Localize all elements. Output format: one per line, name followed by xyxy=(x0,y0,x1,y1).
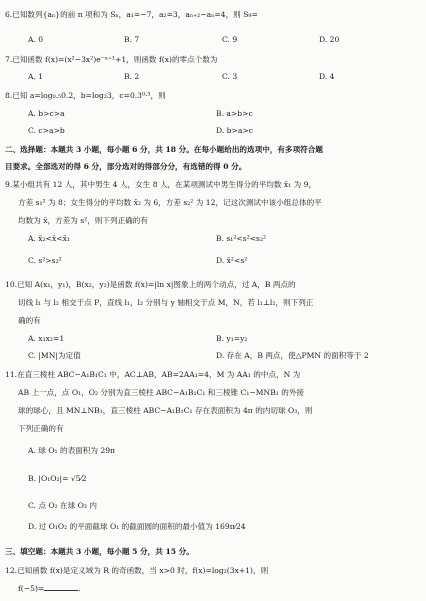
q12-stem-text: f(−5)= xyxy=(18,584,45,593)
q12-stem-line1: 12.已知函数 f(x)是定义域为 R 的奇函数，当 x>0 时，f(x)=log₂(3x+1)，则 xyxy=(5,566,269,575)
q8-option-c: C. c>a>b xyxy=(28,126,65,135)
q6-option-a: A. 0 xyxy=(28,35,44,44)
q11-stem-line4: 下列正确的有 xyxy=(18,424,64,433)
q9-option-d: D. x̄²<s² xyxy=(216,256,248,265)
q12-period: . xyxy=(78,584,81,593)
q7-option-c: C. 3 xyxy=(222,72,238,81)
q10-option-c: C. |MN|为定值 xyxy=(28,351,81,360)
q10-option-b: B. y₁=y₂ xyxy=(216,334,248,343)
q11-stem-line1: 11.在直三棱柱 ABC−A₁B₁C₁ 中，AC⊥AB，AB=2AA₁=4，M 为 AA₁ 的中点，N 为 xyxy=(5,370,301,379)
section2-heading-line1: 二、选择题：本题共 3 小题，每小题 6 分，共 18 分。在每小题给出的选项中，有多项符合题 xyxy=(5,145,323,154)
q9-option-c: C. s²>s₂² xyxy=(28,256,62,265)
q9-stem-line3: 均数为 x̄，方差为 s²，则下列正确的有 xyxy=(18,216,148,225)
section3-heading: 三、填空题：本题共 3 小题，每小题 5 分，共 15 分。 xyxy=(5,547,194,556)
q11-option-d: D. 过 O₁O₂ 的平面截球 O₁ 的截面圆的面积的最小值为 169π⁄24 xyxy=(28,522,246,531)
q6-option-b: B. 7 xyxy=(124,35,140,44)
q9-stem-line1: 9.某小组共有 12 人，其中男生 4 人，女生 8 人，在某项测试中男生得分的平均数 x̄₁ 为 9， xyxy=(5,180,317,189)
section2-heading-line2: 目要求。全部选对的得 6 分，部分选对的得部分分，有选错的得 0 分。 xyxy=(5,162,247,171)
q7-option-b: B. 2 xyxy=(124,72,140,81)
q12-stem-line2 xyxy=(0,583,426,594)
q10-stem-line1: 10.已知 A(x₁，y₁)，B(x₂，y₂)是函数 f(x)=|ln x|图象上的两个动点，过 A，B 两点的 xyxy=(5,280,296,289)
q7-stem: 7.已知函数 f(x)=(x²−3x²)e⁻ˣ⁺¹+1，则函数 f(x)的零点个数为 xyxy=(5,55,218,64)
q6-option-d: D. 20 xyxy=(319,35,340,44)
q8-option-b: B. a>b>c xyxy=(216,109,253,118)
q11-option-a: A. 球 O₁ 的表面积为 29π xyxy=(28,446,116,455)
q9-option-a: A. x̄₂<x̄<x̄₁ xyxy=(28,234,70,243)
q10-option-a: A. x₁x₂=1 xyxy=(28,334,65,343)
q8-option-d: D. b>a>c xyxy=(216,126,254,135)
q11-option-c: C. 点 O₂ 在球 O₃ 内 xyxy=(28,501,97,510)
q6-stem: 6.已知数列{aₙ}的前 n 项和为 Sₙ，a₁=−7，a₂=3，aₙ₊₂−aₙ=4，则 S₉= xyxy=(5,10,258,19)
q9-stem-line2: 方差 s₁² 为 8；女生得分的平均数 x̄₂ 为 6，方差 s₂² 为 12，记这次测试中该小组总体的平 xyxy=(18,198,322,207)
q10-stem-line3: 确的有 xyxy=(18,316,41,325)
answer-blank xyxy=(44,583,81,593)
q9-option-b: B. s₁²<s²<s₂² xyxy=(216,234,267,243)
q11-option-b: B. |O₁O₂|= √5⁄2 xyxy=(28,474,87,483)
q10-option-d: D. 存在 A，B 两点，使△PMN 的面积等于 2 xyxy=(216,351,369,360)
q6-option-c: C. 9 xyxy=(222,35,238,44)
q7-option-a: A. 1 xyxy=(28,72,44,81)
q11-stem-line3: 球的球心，且 MN⊥NB₁，直三棱柱 ABC−A₁B₁C₁ 存在表面积为 4π 的内切球 O₃，则 xyxy=(18,406,313,415)
q11-stem-line2: AB 上一点，点 O₁，O₂ 分别为直三棱柱 ABC−A₁B₁C₁ 和三棱锥 C₁−MNB₁ 的外接 xyxy=(18,388,305,397)
q8-option-a: A. b>c>a xyxy=(28,109,65,118)
q10-stem-line2: 切线 l₁ 与 l₂ 相交于点 P，直线 l₁，l₂ 分别与 y 轴相交于点 M，N，若 l₁⊥l₂，则下列正 xyxy=(18,298,314,307)
q8-stem: 8.已知 a=log₀.₅0.2，b=log₂3，c=0.3⁰·³，则 xyxy=(5,91,166,100)
q7-option-d: D. 4 xyxy=(319,72,335,81)
